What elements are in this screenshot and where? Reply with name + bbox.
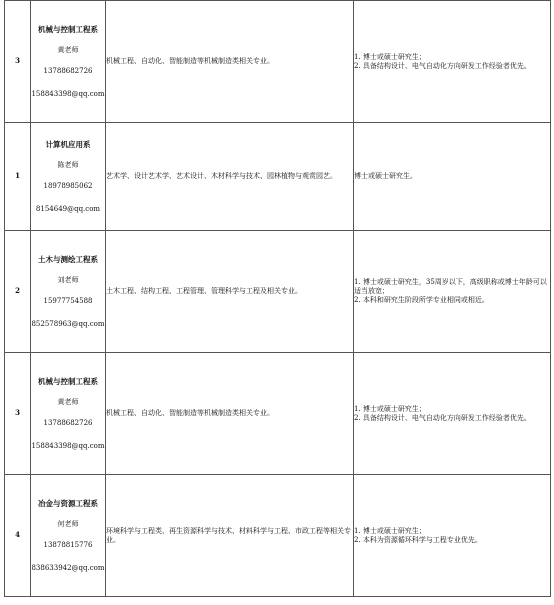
requirement-line: 1. 博士或硕士研究生； <box>354 52 426 61</box>
other-requirements <box>354 1 551 123</box>
requirement-line: 1. 博士或硕士研究生； <box>354 526 426 535</box>
row-number: 4 <box>5 475 31 597</box>
requirement-line: 1. 博士或硕士研究生，35周岁以下，高级职称或博士年龄可以适当放宽； <box>354 278 547 296</box>
row-number: 3 <box>5 353 31 475</box>
major-requirement: 土木工程、结构工程、工程管理、管理科学与工程及相关专业。 <box>106 231 354 353</box>
table-row <box>5 123 551 231</box>
major-requirement: 环境科学与工程类、再生资源科学与技术、材料科学与工程、市政工程等相关专业。 <box>106 475 354 597</box>
department-cell <box>31 231 106 353</box>
department-cell <box>31 353 106 475</box>
other-requirements <box>354 353 551 475</box>
contact-teacher: 何老师 <box>57 519 79 528</box>
department-cell <box>31 475 106 597</box>
table-row <box>5 1 551 123</box>
row-number: 3 <box>5 1 31 123</box>
department-name: 机械与控制工程系 <box>38 377 98 387</box>
row-number: 1 <box>5 123 31 231</box>
contact-email: 838633942@qq.com <box>31 564 105 573</box>
department-name: 冶金与资源工程系 <box>38 499 98 509</box>
department-name: 计算机应用系 <box>45 140 91 150</box>
contact-phone: 13788682726 <box>43 419 93 428</box>
requirement-line: 2. 本科为资源循环科学与工程专业优先。 <box>354 535 482 544</box>
department-cell <box>31 123 106 231</box>
contact-email: 852578963@qq.com <box>31 320 105 329</box>
recruitment-table <box>4 0 551 597</box>
contact-email: 8154649@qq.com <box>35 205 101 214</box>
requirement-line: 2. 具备结构设计、电气自动化方向研发工作经验者优先。 <box>354 413 531 422</box>
table-row <box>5 353 551 475</box>
contact-teacher: 黄老师 <box>57 45 79 54</box>
other-requirements <box>354 475 551 597</box>
contact-email: 158843398@qq.com <box>31 90 105 99</box>
contact-teacher: 黄老师 <box>57 397 79 406</box>
requirement-line: 2. 本科和研究生阶段所学专业相同或相近。 <box>354 295 489 304</box>
department-name: 土木与测绘工程系 <box>38 255 98 265</box>
contact-phone: 15977754588 <box>43 297 93 306</box>
major-requirement: 机械工程、自动化、智能制造等机械制造类相关专业。 <box>106 1 354 123</box>
major-requirement: 艺术学、设计艺术学、艺术设计、木材科学与技术、园林植物与观赏园艺。 <box>106 123 354 231</box>
other-requirements <box>354 231 551 353</box>
requirement-line: 2. 具备结构设计、电气自动化方向研发工作经验者优先。 <box>354 61 531 70</box>
other-requirements <box>354 123 551 231</box>
requirement-line: 1. 博士或硕士研究生； <box>354 404 426 413</box>
contact-teacher: 刘老师 <box>57 275 79 284</box>
table-row <box>5 231 551 353</box>
contact-phone: 13788682726 <box>43 67 93 76</box>
contact-teacher: 陈老师 <box>57 160 79 169</box>
department-name: 机械与控制工程系 <box>38 25 98 35</box>
requirement-line: 博士或硕士研究生。 <box>354 172 417 181</box>
contact-email: 158843398@qq.com <box>31 442 105 451</box>
table-row <box>5 475 551 597</box>
contact-phone: 13878815776 <box>43 541 93 550</box>
major-requirement: 机械工程、自动化、智能制造等机械制造类相关专业。 <box>106 353 354 475</box>
department-cell <box>31 1 106 123</box>
row-number: 2 <box>5 231 31 353</box>
contact-phone: 18978985062 <box>43 182 93 191</box>
